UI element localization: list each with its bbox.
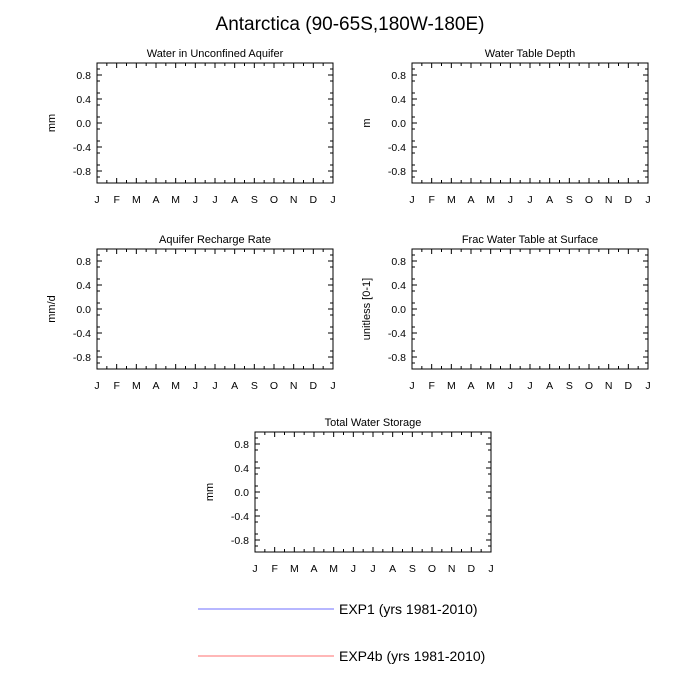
x-tick-label: J [192, 194, 198, 206]
x-tick-label: A [231, 194, 239, 206]
x-tick-label: J [488, 563, 494, 575]
panel-title: Aquifer Recharge Rate [159, 234, 271, 246]
x-tick-label: N [447, 563, 456, 575]
legend-item [198, 601, 478, 617]
x-tick-label: S [250, 380, 258, 392]
y-tick-label: 0.0 [234, 487, 249, 499]
x-tick-label: N [604, 380, 613, 392]
x-tick-label: M [131, 380, 141, 392]
x-tick-label: D [624, 194, 633, 206]
x-tick-label: J [645, 194, 651, 206]
x-tick-label: S [408, 563, 416, 575]
y-tick-label: 0.4 [391, 280, 406, 292]
x-tick-label: A [546, 194, 554, 206]
x-tick-label: S [565, 380, 573, 392]
x-tick-label: D [467, 563, 476, 575]
x-tick-label: S [565, 194, 573, 206]
plot-frame [97, 249, 333, 369]
x-tick-label: D [309, 194, 318, 206]
y-tick-label: -0.4 [72, 328, 91, 340]
y-axis-label: unitless [0-1] [361, 277, 373, 341]
y-tick-label: -0.4 [72, 142, 91, 154]
x-tick-label: M [289, 563, 299, 575]
x-tick-label: O [584, 380, 594, 392]
x-tick-label: M [171, 380, 181, 392]
panel-5 [204, 417, 494, 575]
x-tick-label: J [409, 380, 415, 392]
legend-label: EXP4b (yrs 1981-2010) [339, 648, 486, 664]
y-tick-label: -0.4 [387, 328, 406, 340]
x-tick-label: J [212, 194, 218, 206]
plot-frame [412, 63, 648, 183]
x-tick-label: F [113, 380, 120, 392]
legend-item [198, 648, 485, 664]
panel-title: Water Table Depth [484, 48, 576, 60]
panel-1 [46, 48, 336, 206]
y-tick-label: -0.4 [387, 142, 406, 154]
x-tick-label: M [329, 563, 339, 575]
y-tick-label: -0.8 [387, 166, 406, 178]
x-tick-label: F [428, 380, 435, 392]
panel-title: Water in Unconfined Aquifer [146, 48, 284, 60]
x-tick-label: N [289, 380, 298, 392]
x-tick-label: M [446, 380, 456, 392]
panel-2 [361, 48, 651, 206]
panel-4 [361, 234, 651, 392]
y-tick-label: -0.8 [230, 535, 249, 547]
y-tick-label: 0.8 [76, 256, 91, 268]
y-axis-label: mm/d [46, 295, 58, 323]
y-axis-label: mm [204, 482, 216, 502]
panel-3 [46, 234, 336, 392]
x-tick-label: J [507, 380, 513, 392]
y-tick-label: 0.0 [76, 304, 91, 316]
plot-frame [255, 432, 491, 552]
y-tick-label: 0.4 [76, 280, 91, 292]
x-tick-label: J [409, 194, 415, 206]
y-tick-label: -0.8 [72, 352, 91, 364]
x-tick-label: F [271, 563, 278, 575]
y-axis-label: mm [46, 113, 58, 133]
x-tick-label: A [546, 380, 554, 392]
x-tick-label: M [131, 194, 141, 206]
y-tick-label: 0.0 [391, 118, 406, 130]
x-tick-label: M [486, 194, 496, 206]
x-tick-label: J [350, 563, 356, 575]
x-tick-label: O [269, 380, 279, 392]
y-tick-label: 0.0 [391, 304, 406, 316]
x-tick-label: S [250, 194, 258, 206]
y-axis-label: m [361, 118, 373, 128]
x-tick-label: O [269, 194, 279, 206]
x-tick-label: J [330, 194, 336, 206]
x-tick-label: J [192, 380, 198, 392]
x-tick-label: A [310, 563, 318, 575]
x-tick-label: J [94, 194, 100, 206]
x-tick-label: A [152, 380, 160, 392]
y-tick-label: 0.4 [391, 94, 406, 106]
x-tick-label: D [309, 380, 318, 392]
plot-frame [97, 63, 333, 183]
y-tick-label: 0.4 [76, 94, 91, 106]
x-tick-label: D [624, 380, 633, 392]
legend-label: EXP1 (yrs 1981-2010) [339, 601, 478, 617]
x-tick-label: J [527, 380, 533, 392]
x-tick-label: J [507, 194, 513, 206]
x-tick-label: J [252, 563, 258, 575]
x-tick-label: M [446, 194, 456, 206]
x-tick-label: J [212, 380, 218, 392]
x-tick-label: O [427, 563, 437, 575]
x-tick-label: A [389, 563, 397, 575]
x-tick-label: M [171, 194, 181, 206]
x-tick-label: F [113, 194, 120, 206]
y-tick-label: 0.0 [76, 118, 91, 130]
x-tick-label: M [486, 380, 496, 392]
y-tick-label: 0.8 [391, 256, 406, 268]
x-tick-label: F [428, 194, 435, 206]
page-title: Antarctica (90-65S,180W-180E) [215, 14, 485, 35]
y-tick-label: -0.8 [72, 166, 91, 178]
x-tick-label: A [467, 194, 475, 206]
plot-frame [412, 249, 648, 369]
y-tick-label: -0.4 [230, 511, 249, 523]
x-tick-label: J [370, 563, 376, 575]
x-tick-label: A [467, 380, 475, 392]
y-tick-label: -0.8 [387, 352, 406, 364]
x-tick-label: J [645, 380, 651, 392]
panel-title: Total Water Storage [324, 417, 422, 429]
y-tick-label: 0.4 [234, 463, 249, 475]
y-tick-label: 0.8 [391, 70, 406, 82]
x-tick-label: O [584, 194, 594, 206]
x-tick-label: N [289, 194, 298, 206]
y-tick-label: 0.8 [234, 439, 249, 451]
x-tick-label: J [94, 380, 100, 392]
x-tick-label: A [152, 194, 160, 206]
x-tick-label: A [231, 380, 239, 392]
x-tick-label: N [604, 194, 613, 206]
x-tick-label: J [330, 380, 336, 392]
x-tick-label: J [527, 194, 533, 206]
panel-title: Frac Water Table at Surface [461, 234, 599, 246]
y-tick-label: 0.8 [76, 70, 91, 82]
